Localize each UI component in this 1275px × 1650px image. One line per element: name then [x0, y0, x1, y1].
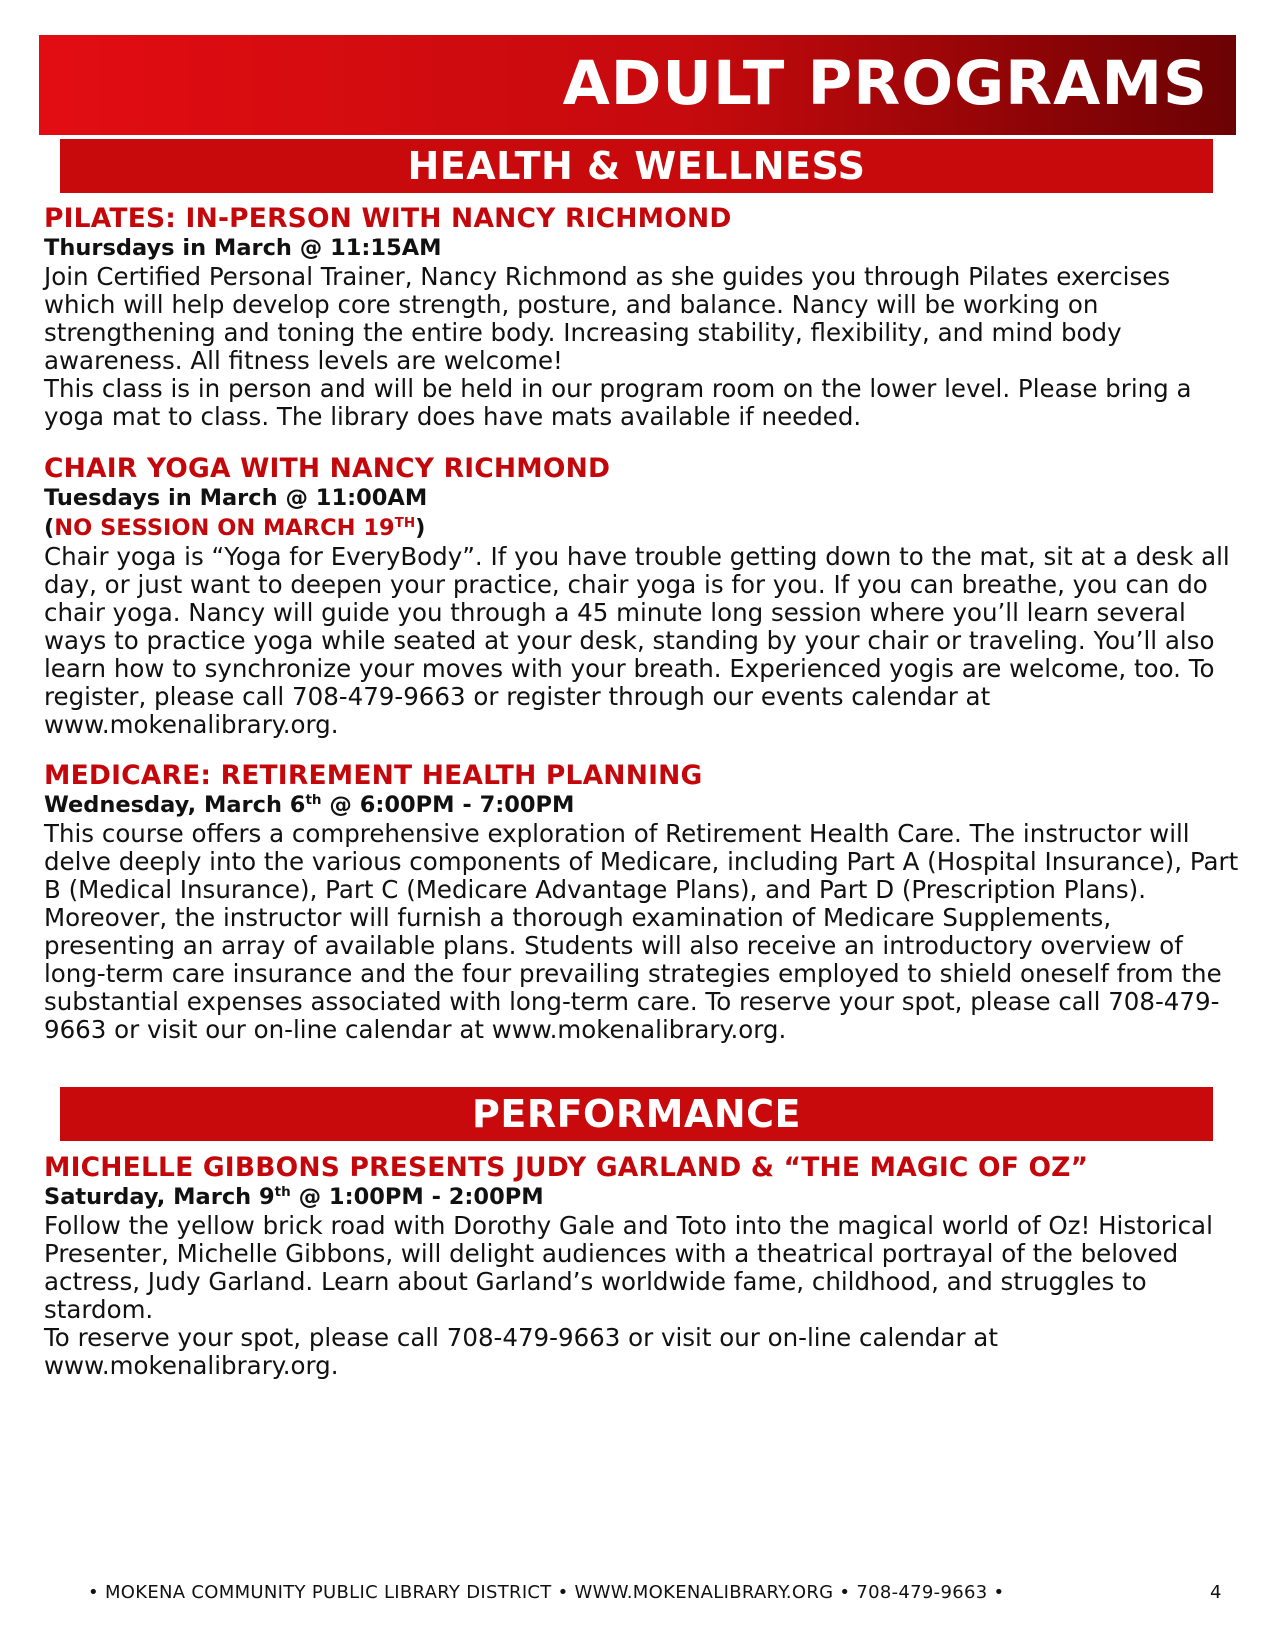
description-paragraph: Join Certified Personal Trainer, Nancy Richmond as she guides you through Pilates exercises which will help develop core strength, posture, and balance. Nancy will be working on strengthening and toning the entire body. Increasing stability, flexibility, and mind body awareness. All fitness levels are welcome!: [44, 262, 1171, 375]
note-text: [54, 515, 415, 541]
schedule-ordinal: th: [274, 1183, 291, 1200]
footer-contact-line: • MOKENA COMMUNITY PUBLIC LIBRARY DISTRICT • WWW.MOKENALIBRARY.ORG • 708-479-9663 •: [88, 1582, 1005, 1603]
note-open-paren: (: [44, 515, 55, 541]
page-title: ADULT PROGRAMS: [562, 48, 1208, 119]
section-heading-performance: PERFORMANCE: [60, 1087, 1213, 1141]
description-paragraph: To reserve your spot, please call 708-479-9663 or visit our on-line calendar at www.mokenalibrary.org.: [44, 1323, 998, 1380]
program-medicare: [44, 760, 1244, 1044]
schedule-exception-note: [44, 513, 1244, 543]
program-description: [44, 263, 1244, 431]
description-paragraph: Follow the yellow brick road with Dorothy Gale and Toto into the magical world of Oz! Historical Presenter, Michelle Gibbons, will delight audiences with a theatrical portrayal of the beloved actress, Judy Garland. Learn about Garland’s worldwide fame, childhood, and struggles to stardom.: [44, 1211, 1213, 1324]
schedule-time: @ 1:00PM - 2:00PM: [290, 1184, 544, 1210]
schedule-time: @ 6:00PM - 7:00PM: [321, 792, 575, 818]
program-schedule: Tuesdays in March @ 11:00AM: [44, 485, 428, 511]
description-paragraph: Chair yoga is “Yoga for EveryBody”. If you have trouble getting down to the mat, sit at a desk all day, or just want to deepen your practice, chair yoga is for you. If you can breathe, you can do chair yoga. Nancy will guide you through a 45 minute long session where you’ll learn several ways to practice yoga while seated at your desk, standing by your chair or traveling. You’ll also learn how to synchronize your moves with your breath. Experienced yogis are welcome, too. To register, please call 708-479-9663 or register through our events calendar at www.mokenalibrary.org.: [44, 542, 1230, 739]
program-schedule: [44, 1183, 1244, 1212]
program-description: [44, 543, 1244, 739]
note-ordinal: TH: [394, 514, 416, 531]
schedule-ordinal: th: [305, 791, 322, 808]
program-chair-yoga: [44, 453, 1244, 739]
schedule-date: Saturday, March 9: [44, 1184, 275, 1210]
page-banner: [39, 35, 1236, 135]
program-pilates: [44, 203, 1244, 431]
schedule-date: Wednesday, March 6: [44, 792, 306, 818]
description-paragraph: This course offers a comprehensive exploration of Retirement Health Care. The instructor will delve deeply into the various components of Medicare, including Part A (Hospital Insurance), Part B (Medical Insurance), Part C (Medicare Advantage Plans), and Part D (Prescription Plans). Moreover, the instructor will furnish a thorough examination of Medicare Supplements, presenting an array of available plans. Students will also receive an introductory overview of long-term care insurance and the four prevailing strategies employed to shield oneself from the substantial expenses associated with long-term care. To reserve your spot, please call 708-479-9663 or visit our on-line calendar at www.mokenalibrary.org.: [44, 819, 1239, 1044]
program-title: PILATES: IN-PERSON WITH NANCY RICHMOND: [44, 203, 732, 234]
page-number: 4: [1210, 1582, 1222, 1603]
note-date: NO SESSION ON MARCH 19: [54, 515, 395, 541]
program-judy-garland: [44, 1152, 1244, 1380]
note-close-paren: ): [415, 515, 426, 541]
description-paragraph: This class is in person and will be held in our program room on the lower level. Please bring a yoga mat to class. The library does have mats available if needed.: [44, 374, 1192, 431]
section-heading-health-wellness: HEALTH & WELLNESS: [60, 139, 1213, 193]
program-description: [44, 820, 1244, 1044]
program-title: CHAIR YOGA WITH NANCY RICHMOND: [44, 453, 611, 484]
program-title: MEDICARE: RETIREMENT HEALTH PLANNING: [44, 760, 703, 791]
program-description: [44, 1212, 1244, 1380]
program-schedule: Thursdays in March @ 11:15AM: [44, 235, 442, 261]
program-title: MICHELLE GIBBONS PRESENTS JUDY GARLAND & “THE MAGIC OF OZ”: [44, 1152, 1089, 1183]
program-schedule: [44, 791, 1244, 820]
